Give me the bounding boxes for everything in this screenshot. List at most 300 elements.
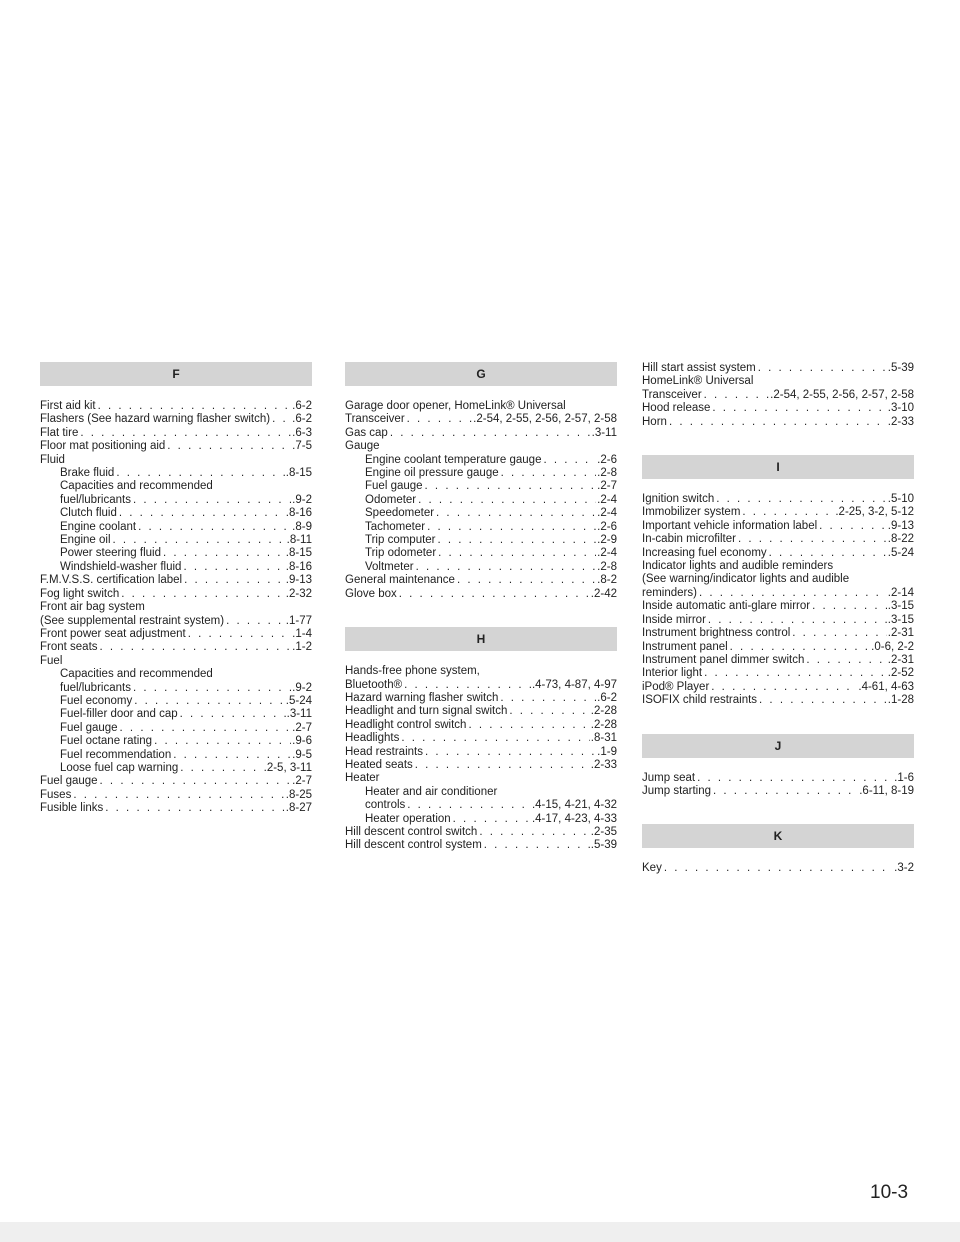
index-entry xyxy=(40,467,312,480)
dot-leader xyxy=(133,682,291,695)
entry-page-ref: .2-32 xyxy=(285,587,312,600)
entry-term: Engine coolant temperature gauge xyxy=(365,453,542,466)
index-section xyxy=(345,362,617,601)
entry-page-ref: .8-11 xyxy=(286,534,312,547)
dot-leader xyxy=(699,587,887,600)
entry-page-ref: .2-31 xyxy=(887,627,914,640)
footer-watermark-band xyxy=(0,1222,960,1242)
entry-page-ref: .3-11 xyxy=(591,426,617,439)
entry-term: Capacities and recommended xyxy=(60,668,213,681)
dot-leader xyxy=(105,802,285,815)
entry-page-ref: .1-2 xyxy=(292,641,312,654)
entry-term: Gauge xyxy=(345,440,380,453)
entry-page-ref: .9-6 xyxy=(292,735,312,748)
section-letter-header: K xyxy=(642,824,914,848)
entry-term: Glove box xyxy=(345,587,397,600)
dot-leader xyxy=(418,494,596,507)
index-entry xyxy=(40,735,312,748)
dot-leader xyxy=(712,402,886,415)
entry-term: Heater and air conditioner xyxy=(365,785,498,798)
entry-term: Transceiver xyxy=(345,413,405,426)
entry-term: Garage door opener, HomeLink® Universal xyxy=(345,400,566,412)
entry-term: Hill descent control system xyxy=(345,839,482,852)
dot-leader xyxy=(501,467,597,480)
entry-page-ref: .2-5, 3-11 xyxy=(263,761,312,774)
entry-term: Heater operation xyxy=(365,812,451,825)
dot-leader xyxy=(500,692,596,705)
index-entry xyxy=(642,862,914,875)
dot-leader xyxy=(711,681,857,694)
dot-leader xyxy=(407,799,531,812)
entry-term: Flashers (See hazard warning flasher switch) xyxy=(40,413,271,426)
entry-term: General maintenance xyxy=(345,574,455,587)
index-entry xyxy=(345,534,617,547)
entry-page-ref: .2-31 xyxy=(887,653,914,666)
entry-term: Heater xyxy=(345,772,380,785)
entry-term: Interior light xyxy=(642,667,703,680)
entry-page-ref: .2-28 xyxy=(590,705,617,718)
entry-term: Floor mat positioning aid xyxy=(40,440,166,453)
entry-term: Fluid xyxy=(40,453,65,466)
entry-page-ref: .1-9 xyxy=(597,745,617,758)
dot-leader xyxy=(819,520,887,533)
entry-term: Flat tire xyxy=(40,426,79,439)
dot-leader xyxy=(479,826,589,839)
index-entry xyxy=(642,506,914,519)
entry-page-ref: .1-6 xyxy=(894,771,914,784)
dot-leader xyxy=(509,705,589,718)
dot-leader xyxy=(669,416,887,429)
dot-leader xyxy=(742,506,834,519)
entry-page-ref: .2-4 xyxy=(597,547,617,560)
entry-term: Hands-free phone system, xyxy=(345,665,480,678)
dot-leader xyxy=(390,427,591,440)
index-entry xyxy=(40,668,312,695)
index-entry xyxy=(40,775,312,788)
dot-leader xyxy=(173,749,291,762)
index-entry xyxy=(40,561,312,574)
dot-leader xyxy=(272,413,291,426)
index-entry xyxy=(642,785,914,798)
index-entry xyxy=(345,507,617,520)
dot-leader xyxy=(438,547,596,560)
dot-leader xyxy=(100,775,292,788)
entry-term: Heated seats xyxy=(345,758,413,771)
entry-page-ref: .8-16 xyxy=(285,507,312,520)
entry-term: Immobilizer system xyxy=(642,506,741,519)
index-entry xyxy=(345,746,617,759)
index-entry xyxy=(642,520,914,533)
entry-term: Fuel xyxy=(40,654,63,667)
dot-leader xyxy=(416,561,597,574)
entry-term: Transceiver xyxy=(642,388,702,401)
entry-term: Inside automatic anti-glare mirror xyxy=(642,600,811,613)
entry-term: Tachometer xyxy=(365,520,426,533)
index-entry xyxy=(345,813,617,826)
entry-page-ref: .8-16 xyxy=(285,560,312,573)
entry-term: Front seats xyxy=(40,641,98,654)
entry-page-ref: .3-15 xyxy=(887,613,914,626)
dot-leader xyxy=(184,574,285,587)
dot-leader xyxy=(806,654,886,667)
entry-term: Clutch fluid xyxy=(60,507,117,520)
dot-leader xyxy=(704,667,887,680)
entry-term: Hood release xyxy=(642,402,711,415)
entry-term: Hill descent control switch xyxy=(345,825,478,838)
entry-term: Fuel gauge xyxy=(40,775,98,788)
index-section xyxy=(642,734,914,799)
index-entry xyxy=(40,521,312,534)
index-entry xyxy=(40,749,312,762)
entry-term: ISOFIX child restraints xyxy=(642,694,758,707)
dot-leader xyxy=(792,627,886,640)
dot-leader xyxy=(457,574,596,587)
entry-page-ref: .8-27 xyxy=(285,802,312,815)
entry-term: Important vehicle information label xyxy=(642,519,818,532)
index-section xyxy=(642,362,914,429)
index-section xyxy=(345,627,617,853)
entry-page-ref: .9-13 xyxy=(887,519,914,532)
dot-leader xyxy=(438,534,597,547)
entry-term: Indicator lights and audible reminders xyxy=(642,560,834,573)
entry-term: Fusible links xyxy=(40,802,104,815)
dot-leader xyxy=(98,400,292,413)
entry-term: First aid kit xyxy=(40,400,96,412)
entry-term: Power steering fluid xyxy=(60,547,161,560)
index-entry xyxy=(40,480,312,507)
index-entry xyxy=(642,627,914,640)
entry-term: Trip odometer xyxy=(365,547,437,560)
dot-leader xyxy=(226,615,285,628)
index-entry xyxy=(40,427,312,440)
index-entry xyxy=(642,641,914,654)
entry-page-ref: .0-6, 2-2 xyxy=(871,640,914,653)
section-letter-header: I xyxy=(642,455,914,479)
entry-term: Speedometer xyxy=(365,507,435,520)
dot-leader xyxy=(453,813,531,826)
entry-page-ref: .3-11 xyxy=(286,708,312,721)
index-entry xyxy=(345,494,617,507)
entry-term: Headlight control switch xyxy=(345,718,467,731)
entry-page-ref: .5-39 xyxy=(887,362,914,374)
entry-term: Jump seat xyxy=(642,771,696,784)
entry-page-ref: .2-54, 2-55, 2-56, 2-57, 2-58 xyxy=(473,413,617,426)
index-entry xyxy=(642,533,914,546)
entry-page-ref: .2-8 xyxy=(597,467,617,480)
entry-page-ref: .9-13 xyxy=(285,574,312,587)
dot-leader xyxy=(716,493,887,506)
entry-term: Ignition switch xyxy=(642,493,715,506)
dot-leader xyxy=(425,746,596,759)
dot-leader xyxy=(180,708,286,721)
entry-term: Instrument panel xyxy=(642,640,728,653)
index-column-1 xyxy=(40,362,312,816)
entry-page-ref: .2-6 xyxy=(597,520,617,533)
entry-term: iPod® Player xyxy=(642,680,710,693)
entry-page-ref: .4-61, 4-63 xyxy=(858,680,914,693)
entry-page-ref: .4-73, 4-87, 4-97 xyxy=(531,678,617,691)
index-entry xyxy=(40,655,312,668)
entry-term: Front air bag system xyxy=(40,601,145,614)
entry-page-ref: .4-17, 4-23, 4-33 xyxy=(531,812,617,825)
index-entry xyxy=(40,708,312,721)
dot-leader xyxy=(113,534,286,547)
entry-page-ref: .2-33 xyxy=(590,758,617,771)
index-entry xyxy=(40,762,312,775)
entry-term: Fuel gauge xyxy=(365,480,423,493)
entry-page-ref: .2-52 xyxy=(887,667,914,680)
index-entry xyxy=(345,454,617,467)
dot-leader xyxy=(758,362,887,375)
index-entry xyxy=(345,574,617,587)
dot-leader xyxy=(415,759,590,772)
entry-term: In-cabin microfilter xyxy=(642,533,736,546)
entry-page-ref: .8-22 xyxy=(887,533,914,546)
entry-page-ref: .1-77 xyxy=(285,614,312,627)
entry-page-ref: .5-24 xyxy=(887,546,914,559)
dot-leader xyxy=(697,772,893,785)
entry-term: Hill start assist system xyxy=(642,362,756,374)
section-letter-header: J xyxy=(642,734,914,758)
index-entry xyxy=(40,440,312,453)
entry-term: Instrument panel dimmer switch xyxy=(642,653,805,666)
index-entry xyxy=(642,667,914,680)
dot-leader xyxy=(163,547,285,560)
dot-leader xyxy=(738,533,887,546)
index-entry xyxy=(345,772,617,785)
entry-term: Fuel economy xyxy=(60,694,133,707)
dot-leader xyxy=(468,719,589,732)
dot-leader xyxy=(713,785,858,798)
index-entry xyxy=(345,480,617,493)
index-entry xyxy=(642,493,914,506)
entry-term: Headlights xyxy=(345,732,400,745)
dot-leader xyxy=(427,521,596,534)
entry-term: Bluetooth® xyxy=(345,678,403,691)
dot-leader xyxy=(399,588,590,601)
entry-page-ref: .2-14 xyxy=(887,586,914,599)
entry-page-ref: .2-33 xyxy=(887,415,914,428)
index-entry xyxy=(345,427,617,440)
index-entry xyxy=(345,561,617,574)
index-entry xyxy=(345,665,617,692)
dot-leader xyxy=(73,789,284,802)
entry-page-ref: .3-10 xyxy=(887,402,914,415)
index-entry xyxy=(345,719,617,732)
dot-leader xyxy=(154,735,291,748)
entry-page-ref: .5-10 xyxy=(887,493,914,506)
dot-leader xyxy=(134,695,285,708)
index-entry xyxy=(642,375,914,402)
entry-page-ref: .2-54, 2-55, 2-56, 2-57, 2-58 xyxy=(770,388,914,401)
index-entry xyxy=(40,695,312,708)
index-entry xyxy=(40,574,312,587)
entry-page-ref: .2-4 xyxy=(597,493,617,506)
index-entry xyxy=(642,772,914,785)
index-entry xyxy=(345,786,617,813)
dot-leader xyxy=(121,588,285,601)
index-entry xyxy=(40,454,312,467)
entry-term: Voltmeter xyxy=(365,560,414,573)
entry-term: Instrument brightness control xyxy=(642,627,791,640)
entry-term: Head restraints xyxy=(345,745,423,758)
entry-term: Fog light switch xyxy=(40,587,120,600)
dot-leader xyxy=(100,641,292,654)
entry-term: Inside mirror xyxy=(642,613,706,626)
entry-term: Key xyxy=(642,862,662,875)
index-entry xyxy=(40,802,312,815)
entry-term: Trip computer xyxy=(365,534,436,547)
index-section xyxy=(642,824,914,875)
dot-leader xyxy=(133,494,291,507)
entry-page-ref: .8-15 xyxy=(285,467,312,480)
dot-leader xyxy=(80,427,291,440)
entry-page-ref: .4-15, 4-21, 4-32 xyxy=(531,799,617,812)
entry-page-ref: .2-7 xyxy=(597,480,617,493)
entry-page-ref: .2-42 xyxy=(590,587,617,600)
dot-leader xyxy=(116,467,284,480)
entry-term: (See supplemental restraint system) xyxy=(40,614,225,627)
dot-leader xyxy=(180,762,262,775)
entry-page-ref: .1-4 xyxy=(292,627,312,640)
entry-term: controls xyxy=(365,799,406,812)
index-section xyxy=(40,362,312,816)
index-entry xyxy=(40,722,312,735)
entry-term: Increasing fuel economy xyxy=(642,546,767,559)
dot-leader xyxy=(183,561,284,574)
entry-term: fuel/lubricants xyxy=(60,681,131,694)
dot-leader xyxy=(704,389,770,402)
index-entry xyxy=(345,826,617,839)
entry-term: Jump starting xyxy=(642,784,712,797)
section-letter-header: G xyxy=(345,362,617,386)
entry-page-ref: .2-35 xyxy=(590,825,617,838)
dot-leader xyxy=(759,694,887,707)
entry-term: Capacities and recommended xyxy=(60,480,213,493)
dot-leader xyxy=(404,679,531,692)
entry-term: Engine coolant xyxy=(60,520,137,533)
entry-page-ref: .2-6 xyxy=(597,453,617,466)
index-entry xyxy=(642,600,914,613)
dot-leader xyxy=(812,600,887,613)
section-letter-header: F xyxy=(40,362,312,386)
dot-leader xyxy=(167,440,291,453)
index-entry xyxy=(40,628,312,641)
index-column-3 xyxy=(642,362,914,876)
entry-term: F.M.V.S.S. certification label xyxy=(40,574,183,587)
entry-term: Headlight and turn signal switch xyxy=(345,705,508,718)
index-entry xyxy=(642,560,914,600)
entry-page-ref: .2-8 xyxy=(597,560,617,573)
entry-page-ref: .2-9 xyxy=(597,534,617,547)
index-entry xyxy=(345,440,617,453)
index-entry xyxy=(40,588,312,601)
entry-page-ref: .9-2 xyxy=(292,681,312,694)
entry-term: fuel/lubricants xyxy=(60,493,131,506)
index-entry xyxy=(345,732,617,745)
entry-term: Engine oil pressure gauge xyxy=(365,467,499,480)
index-entry xyxy=(642,614,914,627)
index-entry xyxy=(40,413,312,426)
dot-leader xyxy=(730,641,871,654)
index-column-2 xyxy=(345,362,617,853)
index-entry xyxy=(345,467,617,480)
entry-term: Front power seat adjustment xyxy=(40,627,186,640)
dot-leader xyxy=(120,722,292,735)
entry-page-ref: .9-2 xyxy=(292,493,312,506)
entry-page-ref: .6-2 xyxy=(292,400,312,412)
index-entry xyxy=(345,705,617,718)
dot-leader xyxy=(708,614,887,627)
dot-leader xyxy=(769,547,887,560)
entry-term: Fuel-filler door and cap xyxy=(60,708,178,721)
index-entry xyxy=(40,641,312,654)
index-entry xyxy=(642,416,914,429)
index-section xyxy=(642,455,914,708)
entry-page-ref: .7-5 xyxy=(292,440,312,453)
entry-page-ref: .8-9 xyxy=(292,520,312,533)
index-entry xyxy=(642,681,914,694)
section-letter-header: H xyxy=(345,627,617,651)
entry-term: Fuses xyxy=(40,788,72,801)
dot-leader xyxy=(138,521,291,534)
entry-page-ref: .6-11, 8-19 xyxy=(859,784,914,797)
index-entry xyxy=(345,547,617,560)
index-entry xyxy=(345,839,617,852)
entry-term: Fuel octane rating xyxy=(60,735,153,748)
index-entry xyxy=(40,601,312,628)
entry-term: (See warning/indicator lights and audible xyxy=(642,573,850,586)
entry-page-ref: .8-25 xyxy=(285,788,312,801)
entry-page-ref: .8-2 xyxy=(597,574,617,587)
entry-term: Gas cap xyxy=(345,426,388,439)
dot-leader xyxy=(425,480,597,493)
index-entry xyxy=(642,654,914,667)
entry-page-ref: .5-24 xyxy=(285,694,312,707)
entry-page-ref: .3-15 xyxy=(887,600,914,613)
index-entry xyxy=(40,400,312,413)
dot-leader xyxy=(664,862,893,875)
entry-page-ref: .2-7 xyxy=(292,775,312,788)
dot-leader xyxy=(401,732,589,745)
entry-page-ref: .2-28 xyxy=(590,718,617,731)
entry-term: Fuel gauge xyxy=(60,721,118,734)
index-entry xyxy=(40,534,312,547)
index-entry xyxy=(40,507,312,520)
entry-page-ref: .5-39 xyxy=(590,839,617,852)
dot-leader xyxy=(484,839,590,852)
entry-page-ref: .8-15 xyxy=(285,547,312,560)
entry-term: reminders) xyxy=(642,586,697,599)
page-number: 10-3 xyxy=(870,1182,909,1203)
index-entry xyxy=(40,789,312,802)
dot-leader xyxy=(436,507,596,520)
index-entry xyxy=(345,588,617,601)
index-entry xyxy=(345,692,617,705)
entry-page-ref: .6-2 xyxy=(292,413,312,426)
dot-leader xyxy=(188,628,291,641)
entry-page-ref: .9-5 xyxy=(292,748,312,761)
dot-leader xyxy=(543,454,596,467)
index-entry xyxy=(642,362,914,375)
index-entry xyxy=(642,547,914,560)
index-entry xyxy=(642,694,914,707)
entry-term: Loose fuel cap warning xyxy=(60,761,179,774)
index-entry xyxy=(345,759,617,772)
entry-term: Engine oil xyxy=(60,534,111,547)
entry-page-ref: .1-28 xyxy=(887,694,914,707)
index-entry xyxy=(345,521,617,534)
